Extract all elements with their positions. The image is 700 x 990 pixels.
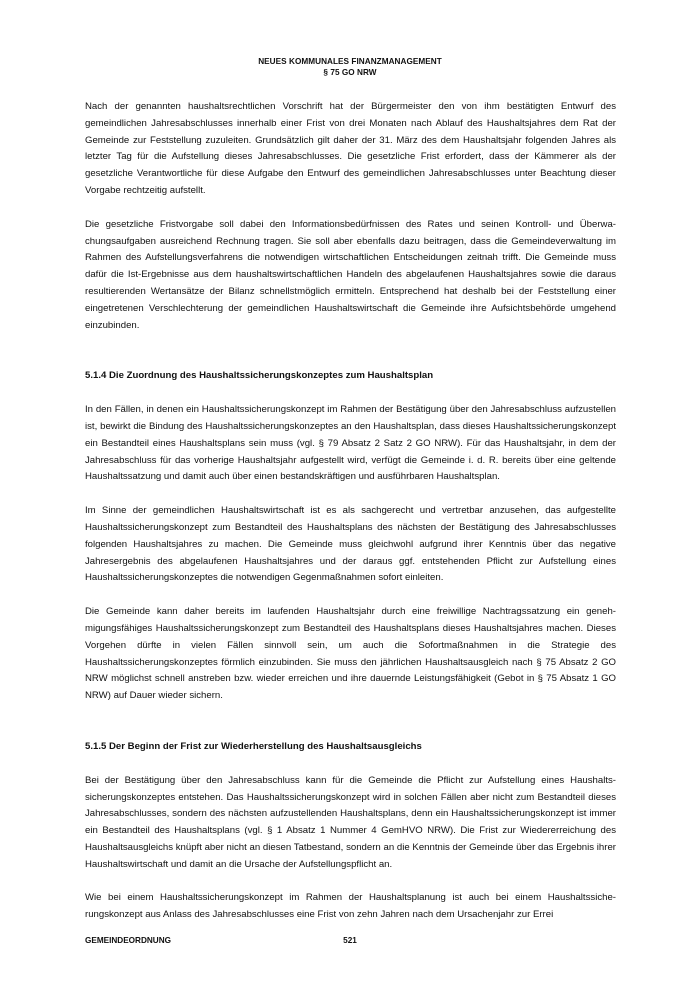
paragraph: Nach der genannten haushaltsrechtlichen Vorschrift hat der Bürgermeister den von ihm bestätigten Entwurf des gemeindlichen Jahresabschlusses innerhalb einer Frist von drei Monaten nach Ablauf des Haushaltsjahres dem Rat der Gemeinde zur Feststellung zuzuleiten. Grundsätzlich gilt daher der 31. März des dem Haushaltsjahr folgenden Jahres als letzter Tag für die Aufstellung dieses Jahresabschlusses. Die gesetzliche Frist erfordert, dass der Kämmerer als der gesetzliche Verantwortliche für diese Aufgabe den Entwurf des gemeindlichen Jahresabschlusses unter Beachtung dieser Vorgabe rechtzeitig aufstellt. xyxy=(85,101,616,196)
paragraph: Bei der Bestätigung über den Jahresabschluss kann für die Gemeinde die Pflicht zur Aufstellung eines Haushaltssicherungskonzeptes entstehen. Das Haushaltssicherungskonzept wird in solchen Fällen aber nicht zum Bestandteil dieses Jahresabschlusses, sondern des nächsten aufzustellenden Haushaltsplans, denn ein Haushaltssicherungskonzept ist immer ein Bestandteil des Haushaltsplans (vgl. § 1 Absatz 1 Nummer 4 GemHVO NRW). Die Frist zur Wiedererreichung des Haushaltsausgleichs knüpft aber nicht an diesen Tatbestand, sondern an die Kenntnis der Gemeinde über das Ergebnis ihrer Haushaltswirtschaft und damit an die Ursache der Aufstellungspflicht an. xyxy=(85,774,616,870)
paragraph: In den Fällen, in denen ein Haushaltssicherungskonzept im Rahmen der Bestätigung über den Jahresabschluss aufzustellen ist, bewirkt die Bindung des Haushaltssicherungskonzeptes an den Haushaltsplan, dass dieses Haushaltssicherungskonzept ein Bestandteil eines Haushaltsplans sein muss (vgl. § 79 Absatz 2 Satz 2 GO NRW). Für das Haushaltsjahr, in dem der Jahresabschluss für das vorherige Haushaltsjahr aufgestellt wird, verfügt die Gemeinde i. d. R. bereits über eine geltende Haushaltssatzung und damit auch über einen bestandskräftigen und ausführbaren Haushaltsplan. xyxy=(85,404,616,483)
paragraph: Im Sinne der gemeindlichen Haushaltswirtschaft ist es als sachgerecht und vertretbar anzusehen, das aufgestellte Haushaltssicherungskonzept zum Bestandteil des Haushaltsplans des nächsten der Bestätigung des Jahresabschlusses folgenden Haushaltsjahres zu machen. Die Gemeinde muss gleichwohl aufgrund ihrer Kenntnis über das negative Jahresergebnis des abgelaufenen Haushaltsjahres und der daraus ggf. entstehenden Pflicht zur Aufstellung eines Haushaltssicherungskonzeptes die notwendigen Gegenmaßnahmen sofort einleiten. xyxy=(85,505,616,584)
paragraph: Wie bei einem Haushaltssicherungskonzept im Rahmen der Haushaltsplanung ist auch bei einem Haushaltssicherungskonzept aus Anlass des Jahresabschlusses eine Frist von zehn Jahren nach dem Ursachenjahr zur Errei xyxy=(85,892,616,921)
footer-label: GEMEINDEORDNUNG xyxy=(85,936,171,945)
header-section: § 75 GO NRW xyxy=(323,68,377,77)
header-title: NEUES KOMMUNALES FINANZMANAGEMENT xyxy=(258,57,442,66)
body-text xyxy=(85,99,616,941)
page-number: 521 xyxy=(343,936,357,945)
section-heading-5-1-4: 5.1.4 Die Zuordnung des Haushaltssicherungskonzeptes zum Haushaltsplan xyxy=(85,370,434,382)
running-header xyxy=(0,56,700,78)
paragraph: Die Gemeinde kann daher bereits im laufenden Haushaltsjahr durch eine freiwillige Nachtragssatzung ein genehmigungsfähiges Haushaltssicherungskonzept zum Bestandteil des Haushaltsplans dieses Haushaltsjahres machen. Dieses Vorgehen dürfte in vielen Fällen sinnvoll sein, um auch die Sofortmaßnahmen in die Strategie des Haushaltssicherungskonzeptes förmlich einzubinden. Sie muss den jährlichen Haushaltsausgleich nach § 75 Absatz 2 GO NRW möglichst schnell anstreben bzw. wieder erreichen und ihre dauernde Leistungsfähigkeit (Gebot in § 75 Absatz 1 GO NRW) auf Dauer wieder sichern. xyxy=(85,606,616,702)
section-heading-5-1-5: 5.1.5 Der Beginn der Frist zur Wiederherstellung des Haushaltsausgleichs xyxy=(85,740,422,752)
paragraph: Die gesetzliche Fristvorgabe soll dabei den Informationsbedürfnissen des Rates und seinen Kontroll- und Überwachungsaufgaben ausreichend Rechnung tragen. Sie soll aber ebenfalls dazu beitragen, dass die Gemeindeverwaltung im Rahmen des Aufstellungsverfahrens die notwendigen wirtschaftlichen Entscheidungen zeitnah trifft. Die Gemeinde muss dafür die Ist-Ergebnisse aus dem haushaltswirtschaftlichen Handeln des abgelaufenen Haushaltsjahres sowie die daraus resultierenden Wertansätze der Bilanz schnellstmöglich ermitteln. Entsprechend hat deshalb bei der Feststellung einer eingetretenen Verschlechterung der gemeindlichen Haushaltswirtschaft die Gemeinde ihre Aufsichtsbehörde umgehend einzubinden. xyxy=(85,218,616,331)
